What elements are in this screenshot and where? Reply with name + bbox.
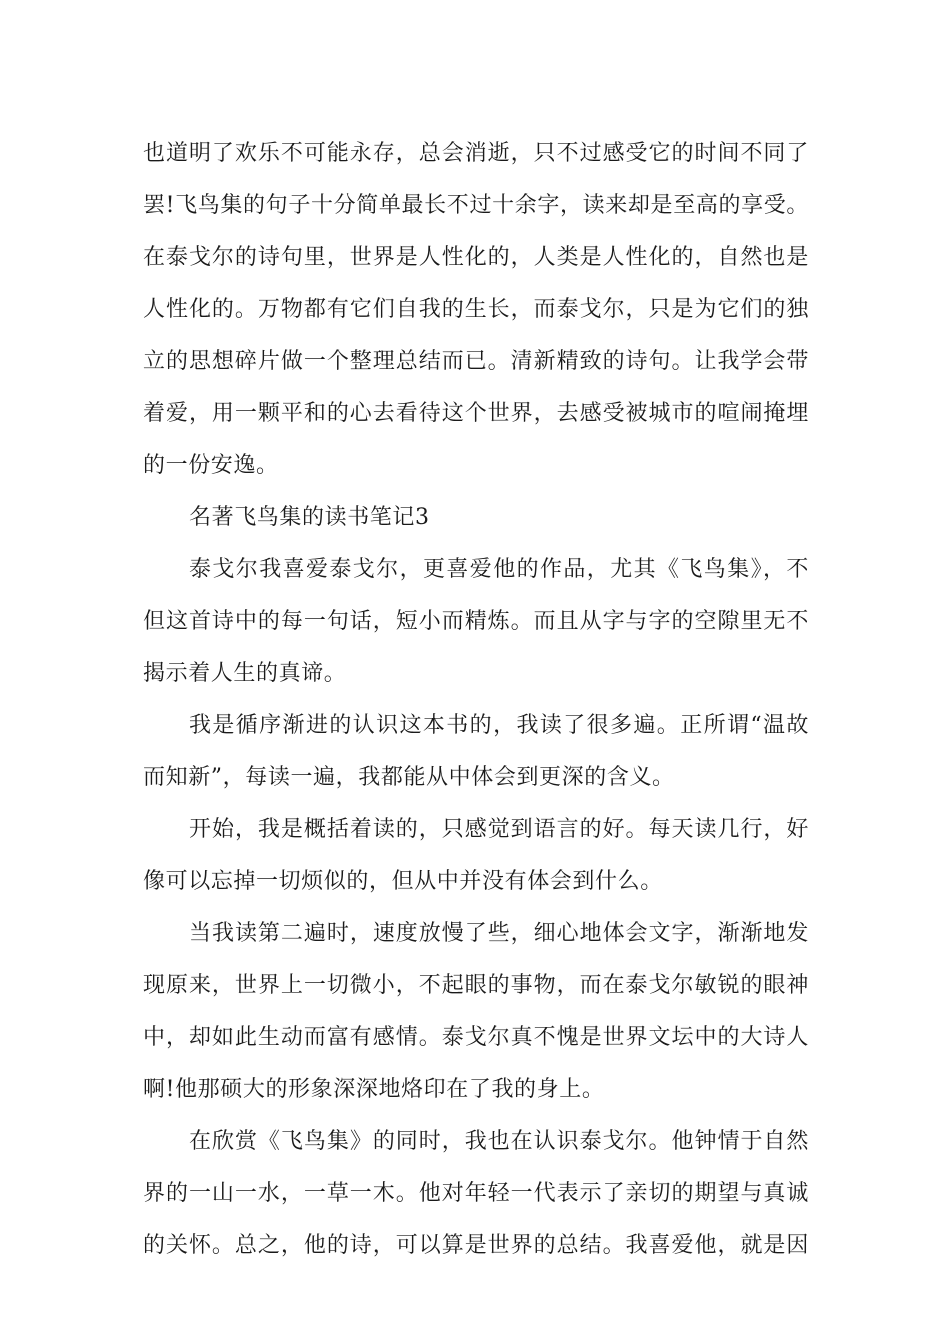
text-line-9: 泰戈尔我喜爱泰戈尔，更喜爱他的作品，尤其《飞鸟集》，不 [189, 557, 809, 582]
text-line-16: 当我读第二遍时，速度放慢了些，细心地体会文字，渐渐地发 [189, 921, 809, 946]
document-body [143, 128, 809, 1272]
text-line-14: 开始，我是概括着读的，只感觉到语言的好。每天读几行，好 [189, 817, 809, 842]
text-line-17: 现原来，世界上一切微小，不起眼的事物，而在泰戈尔敏锐的眼神 [143, 973, 809, 998]
text-line-2: 罢!飞鸟集的句子十分简单最长不过十余字，读来却是至高的享受。 [143, 193, 809, 218]
text-line-7: 的一份安逸。 [143, 453, 279, 478]
text-line-20: 在欣赏《飞鸟集》的同时，我也在认识泰戈尔。他钟情于自然 [189, 1129, 809, 1154]
text-line-18: 中，却如此生动而富有感情。泰戈尔真不愧是世界文坛中的大诗人 [143, 1025, 809, 1050]
section-heading: 名著飞鸟集的读书笔记3 [189, 505, 430, 530]
text-line-5: 立的思想碎片做一个整理总结而已。清新精致的诗句。让我学会带 [143, 349, 809, 374]
text-line-12: 我是循序渐进的认识这本书的，我读了很多遍。正所谓“温故 [189, 713, 809, 738]
text-line-22: 的关怀。总之，他的诗，可以算是世界的总结。我喜爱他，就是因 [143, 1233, 809, 1258]
text-line-10: 但这首诗中的每一句话，短小而精炼。而且从字与字的空隙里无不 [143, 609, 809, 634]
text-line-6: 着爱，用一颗平和的心去看待这个世界，去感受被城市的喧闹掩埋 [143, 401, 809, 426]
text-line-11: 揭示着人生的真谛。 [143, 661, 347, 686]
text-line-19: 啊!他那硕大的形象深深地烙印在了我的身上。 [143, 1077, 605, 1102]
text-line-13: 而知新”，每读一遍，我都能从中体会到更深的含义。 [143, 765, 675, 790]
text-line-1: 也道明了欢乐不可能永存，总会消逝，只不过感受它的时间不同了 [143, 141, 809, 166]
text-line-15: 像可以忘掉一切烦似的，但从中并没有体会到什么。 [143, 869, 663, 894]
text-line-3: 在泰戈尔的诗句里，世界是人性化的，人类是人性化的，自然也是 [143, 245, 809, 270]
text-line-4: 人性化的。万物都有它们自我的生长，而泰戈尔，只是为它们的独 [143, 297, 809, 322]
text-line-21: 界的一山一水，一草一木。他对年轻一代表示了亲切的期望与真诚 [143, 1181, 809, 1206]
